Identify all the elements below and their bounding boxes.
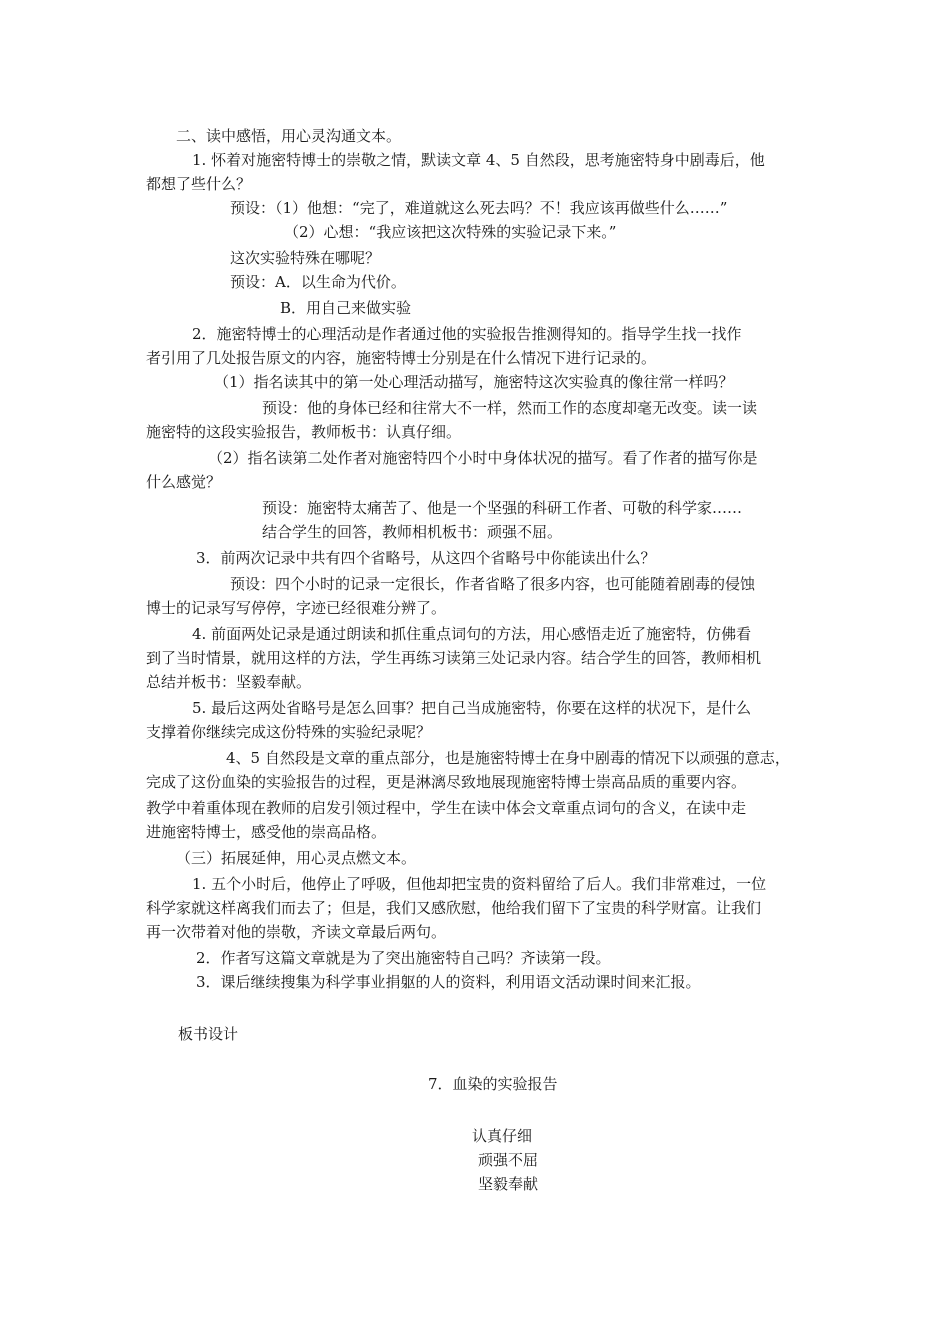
paragraph-line: 者引用了几处报告原文的内容，施密特博士分别是在什么情况下进行记录的。 xyxy=(146,349,657,367)
preset-line: 博士的记录写写停停，字迹已经很难分辨了。 xyxy=(146,599,447,617)
section-heading: （三）拓展延伸，用心灵点燃文本。 xyxy=(176,849,417,867)
preset-line: 预设：（1）他想：“完了，难道就这么死去吗？不！我应该再做些什么……” xyxy=(230,199,728,217)
preset-line: 施密特的这段实验报告，教师板书：认真仔细。 xyxy=(146,423,462,441)
preset-line: 预设：施密特太痛苦了、他是一个坚强的科研工作者、可敬的科学家…… xyxy=(262,499,743,517)
paragraph-line: 都想了些什么？ xyxy=(146,175,252,193)
section-heading: 二、读中感悟，用心灵沟通文本。 xyxy=(176,127,402,145)
preset-line: 预设：A．以生命为代价。 xyxy=(230,273,406,291)
preset-line: （2）心想：“我应该把这次特殊的实验记录下来。” xyxy=(284,223,617,241)
preset-line: 预设：他的身体已经和往常大不一样，然而工作的态度却毫无改变。读一读 xyxy=(262,399,758,417)
board-title: 7．血染的实验报告 xyxy=(428,1075,558,1093)
paragraph-line: （2）指名读第二处作者对施密特四个小时中身体状况的描写。看了作者的描写你是 xyxy=(208,449,758,467)
paragraph-line: 教学中着重体现在教师的启发引领过程中，学生在读中体会文章重点词句的含义，在读中走 xyxy=(146,799,747,817)
paragraph-line: 4. 前面两处记录是通过朗读和抓住重点词句的方法，用心感悟走近了施密特，仿佛看 xyxy=(192,625,752,643)
paragraph-line: 进施密特博士，感受他的崇高品格。 xyxy=(146,823,387,841)
paragraph-line: 5. 最后这两处省略号是怎么回事？把自己当成施密特，你要在这样的状况下，是什么 xyxy=(192,699,752,717)
paragraph-line: 结合学生的回答，教师相机板书：顽强不屈。 xyxy=(262,523,563,541)
paragraph-line: 3．课后继续搜集为科学事业捐躯的人的资料，利用语文活动课时间来汇报。 xyxy=(196,973,701,991)
paragraph-line: 1. 怀着对施密特博士的崇敬之情，默读文章 4、5 自然段，思考施密特身中剧毒后，他 xyxy=(192,151,765,169)
paragraph-line: 到了当时情景，就用这样的方法，学生再练习读第三处记录内容。结合学生的回答，教师相机 xyxy=(146,649,762,667)
paragraph-line: 完成了这份血染的实验报告的过程，更是淋漓尽致地展现施密特博士崇高品质的重要内容。 xyxy=(146,773,747,791)
paragraph-line: 科学家就这样离我们而去了；但是，我们又感欣慰，他给我们留下了宝贵的科学财富。让我们 xyxy=(146,899,762,917)
paragraph-line: （1）指名读其中的第一处心理活动描写，施密特这次实验真的像往常一样吗？ xyxy=(214,373,734,391)
question-line: 这次实验特殊在哪呢？ xyxy=(230,249,381,267)
paragraph-line: 支撑着你继续完成这份特殊的实验纪录呢？ xyxy=(146,723,432,741)
preset-line: 预设：四个小时的记录一定很长，作者省略了很多内容，也可能随着剧毒的侵蚀 xyxy=(230,575,756,593)
board-item: 认真仔细 xyxy=(472,1127,533,1145)
board-item: 坚毅奉献 xyxy=(478,1175,539,1193)
paragraph-line: 4、5 自然段是文章的重点部分，也是施密特博士在身中剧毒的情况下以顽强的意志， xyxy=(226,749,790,767)
board-heading: 板书设计 xyxy=(178,1025,239,1043)
paragraph-line: 总结并板书：坚毅奉献。 xyxy=(146,673,312,691)
paragraph-line: 3．前两次记录中共有四个省略号，从这四个省略号中你能读出什么？ xyxy=(196,549,656,567)
paragraph-line: 1. 五个小时后，他停止了呼吸，但他却把宝贵的资料留给了后人。我们非常难过，一位 xyxy=(192,875,767,893)
paragraph-line: 2．施密特博士的心理活动是作者通过他的实验报告推测得知的。指导学生找一找作 xyxy=(192,325,742,343)
paragraph-line: 2．作者写这篇文章就是为了突出施密特自己吗？齐读第一段。 xyxy=(196,949,611,967)
preset-line: B．用自己来做实验 xyxy=(280,299,412,317)
paragraph-line: 再一次带着对他的崇敬，齐读文章最后两句。 xyxy=(146,923,447,941)
board-item: 顽强不屈 xyxy=(478,1151,539,1169)
paragraph-line: 什么感觉？ xyxy=(146,473,222,491)
